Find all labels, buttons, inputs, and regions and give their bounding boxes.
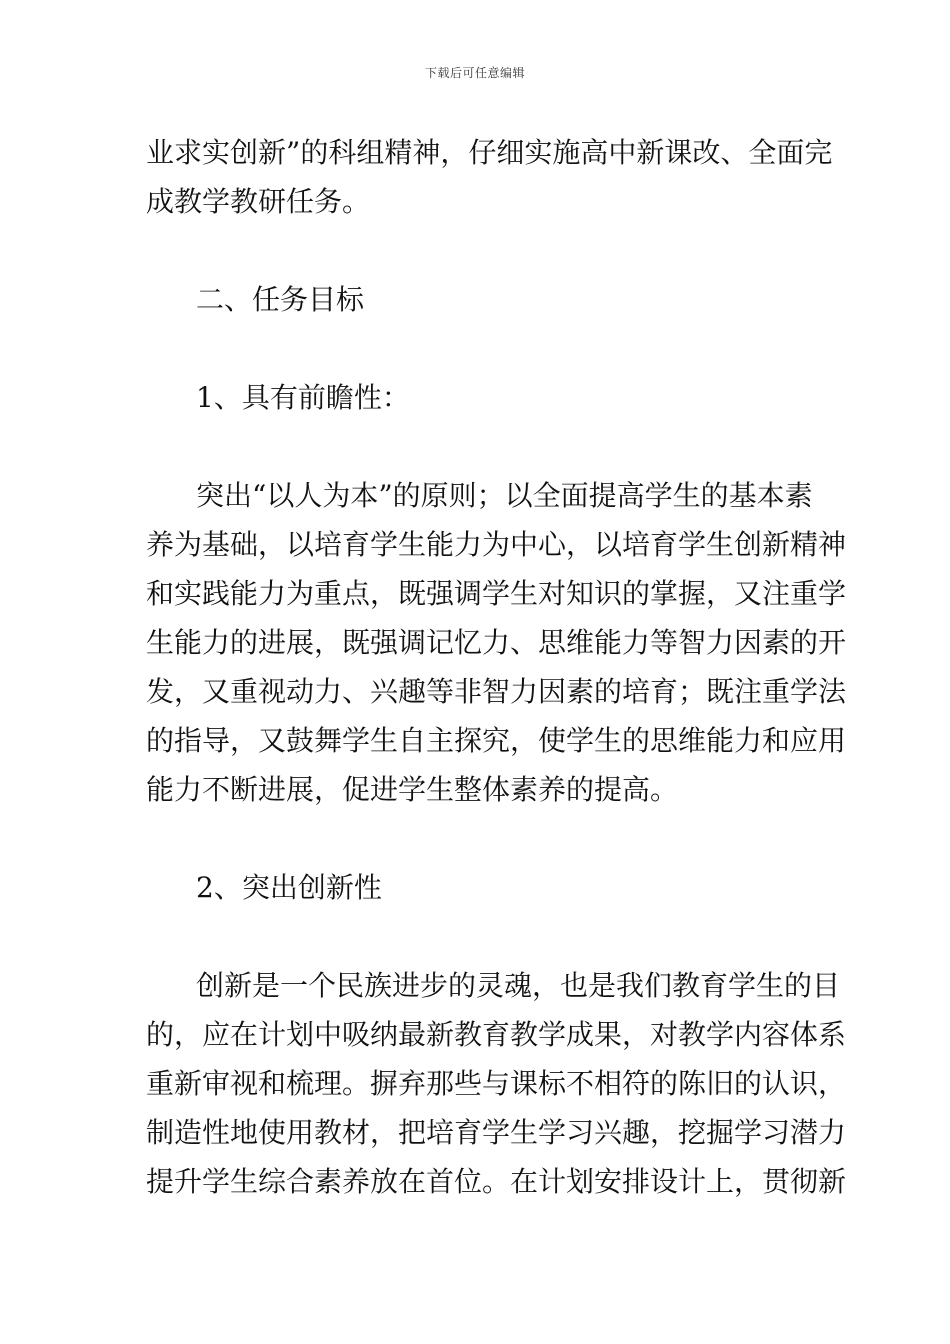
- paragraph-line: 养为基础，以培育学生能力为中心，以培育学生创新精神: [146, 528, 847, 561]
- paragraph-line: 创新是一个民族进步的灵魂，也是我们教育学生的目: [196, 969, 841, 1002]
- subsection-heading: 2、突出创新性: [196, 871, 382, 904]
- paragraph-line: 能力不断进展，促进学生整体素养的提高。: [146, 773, 679, 806]
- paragraph-gap: [146, 226, 808, 275]
- paragraph-gap: [146, 912, 808, 961]
- paragraph-line: 业求实创新”的科组精神，仔细实施高中新课改、全面完: [146, 136, 833, 169]
- paragraph-line: 重新审视和梳理。摒弃那些与课标不相符的陈旧的认识，: [146, 1067, 847, 1100]
- paragraph-gap: [146, 814, 808, 863]
- paragraph-line: 生能力的进展，既强调记忆力、思维能力等智力因素的开: [146, 626, 847, 659]
- paragraph-gap: [146, 324, 808, 373]
- paragraph-line: 和实践能力为重点，既强调学生对知识的掌握，又注重学: [146, 577, 847, 610]
- paragraph-line: 提升学生综合素养放在首位。在计划安排设计上，贯彻新: [146, 1165, 847, 1198]
- subsection-heading: 1、具有前瞻性：: [196, 381, 410, 414]
- paragraph-line: 突出“以人为本”的原则；以全面提高学生的基本素: [196, 479, 813, 512]
- page-header: 下载后可任意编辑: [424, 66, 525, 80]
- paragraph-line: 的指导，又鼓舞学生自主探究，使学生的思维能力和应用: [146, 724, 847, 757]
- document-body: [146, 128, 847, 1206]
- paragraph-line: 成教学教研任务。: [146, 185, 371, 218]
- paragraph-line: 制造性地使用教材，把培育学生学习兴趣，挖掘学习潜力: [146, 1116, 847, 1149]
- paragraph-line: 发，又重视动力、兴趣等非智力因素的培育；既注重学法: [146, 675, 847, 708]
- section-heading: 二、任务目标: [196, 283, 365, 316]
- paragraph-gap: [146, 422, 808, 471]
- paragraph-line: 的，应在计划中吸纳最新教育教学成果，对教学内容体系: [146, 1018, 847, 1051]
